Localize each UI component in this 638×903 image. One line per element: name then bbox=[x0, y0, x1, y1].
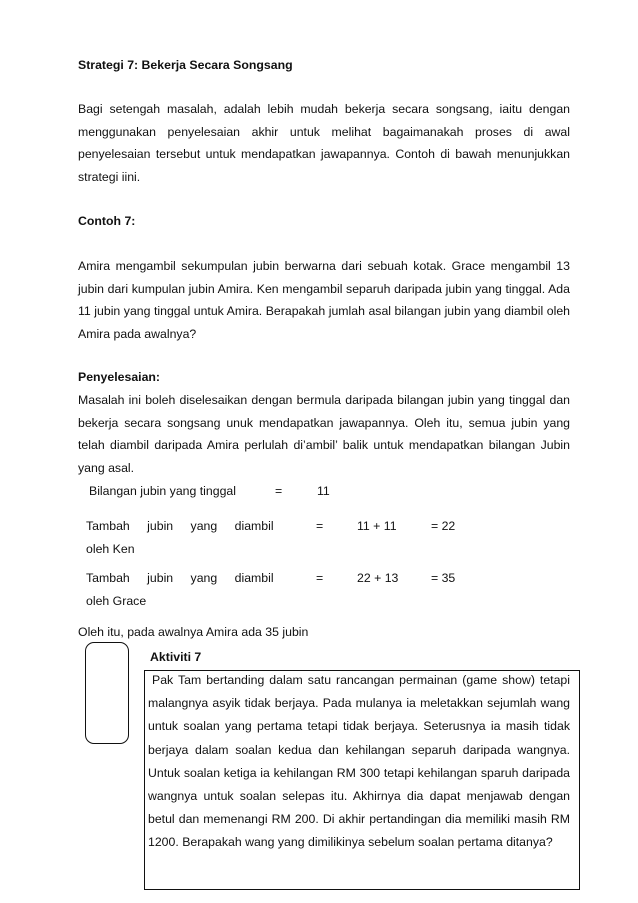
conclusion-text: Oleh itu, pada awalnya Amira ada 35 jubin bbox=[78, 625, 309, 639]
calc-row-ken bbox=[0, 515, 638, 561]
activity-text: Pak Tam bertanding dalam satu rancangan permainan (game show) tetapi malangnya asyik tidak berjaya. Pada mulanya ia meletakkan sejumlah wang untuk soalan yang pertama tetapi tidak berjaya. Seterusnya ia masih tidak berjaya dalam soalan kedua dan kehilangan separuh daripada wangnya. Untuk soalan ketiga ia kehilangan RM 300 tetapi kehilangan sparuh daripada wangnya untuk soalan selepas itu. Akhirnya dia dapat menjawab dengan betul dan memenangi RM 200. Di akhir pertandingan dia memiliki masih RM 1200. Berapakah wang yang dimilikinya sebelum soalan pertama ditanya? bbox=[148, 673, 570, 850]
calc-expression: 11 bbox=[317, 484, 330, 498]
calc-label bbox=[86, 567, 272, 590]
activity-title: Aktiviti 7 bbox=[150, 650, 202, 664]
calc-expression: 11 + 11 bbox=[357, 519, 397, 533]
solution-paragraph: Masalah ini boleh diselesaikan dengan bermula daripada bilangan jubin yang tinggal dan bekerja secara songsang unuk mendapatkan jawapannya. Oleh itu, semua jubin yang telah diambil daripada Amira perlulah di’ambil’ balik untuk mendapatkan bilangan Jubin yang asal. bbox=[78, 393, 570, 475]
solution-title: Penyelesaian: bbox=[78, 370, 161, 384]
activity-icon-frame bbox=[85, 642, 129, 744]
calc-expression: 22 + 13 bbox=[357, 571, 399, 585]
calc-row-remaining bbox=[0, 480, 638, 503]
calc-label-continued: oleh Grace bbox=[86, 594, 147, 608]
calc-label bbox=[86, 515, 272, 538]
calc-label: Bilangan jubin yang tinggal bbox=[89, 484, 236, 498]
section-heading: Strategi 7: Bekerja Secara Songsang bbox=[78, 58, 293, 72]
example-title: Contoh 7: bbox=[78, 214, 136, 228]
activity-text-wrapper bbox=[148, 669, 570, 855]
calc-result: = 35 bbox=[431, 571, 456, 585]
calc-equals: = bbox=[275, 484, 283, 498]
example-paragraph: Amira mengambil sekumpulan jubin berwarna dari sebuah kotak. Grace mengambil 13 jubin dari kumpulan jubin Amira. Ken mengambil separuh daripada jubin yang tinggal. Ada 11 jubin yang tinggal untuk Amira. Berapakah jumlah asal bilangan jubin yang diambil oleh Amira pada awalnya? bbox=[78, 259, 570, 341]
calc-label-text: Tambah jubin yang diambil bbox=[86, 519, 274, 533]
calc-equals: = bbox=[316, 571, 324, 585]
calc-result: = 22 bbox=[431, 519, 456, 533]
calc-row-grace bbox=[0, 567, 638, 613]
calc-label-text: Tambah jubin yang diambil bbox=[86, 571, 274, 585]
intro-paragraph: Bagi setengah masalah, adalah lebih mudah bekerja secara songsang, iaitu dengan menggunakan penyelesaian akhir untuk melihat bagaimanakah proses di awal penyelesaian tersebut untuk mendapatkan jawapannya. Contoh di bawah menunjukkan strategi iini. bbox=[78, 102, 570, 184]
calc-equals: = bbox=[316, 519, 324, 533]
calc-label-continued: oleh Ken bbox=[86, 542, 135, 556]
